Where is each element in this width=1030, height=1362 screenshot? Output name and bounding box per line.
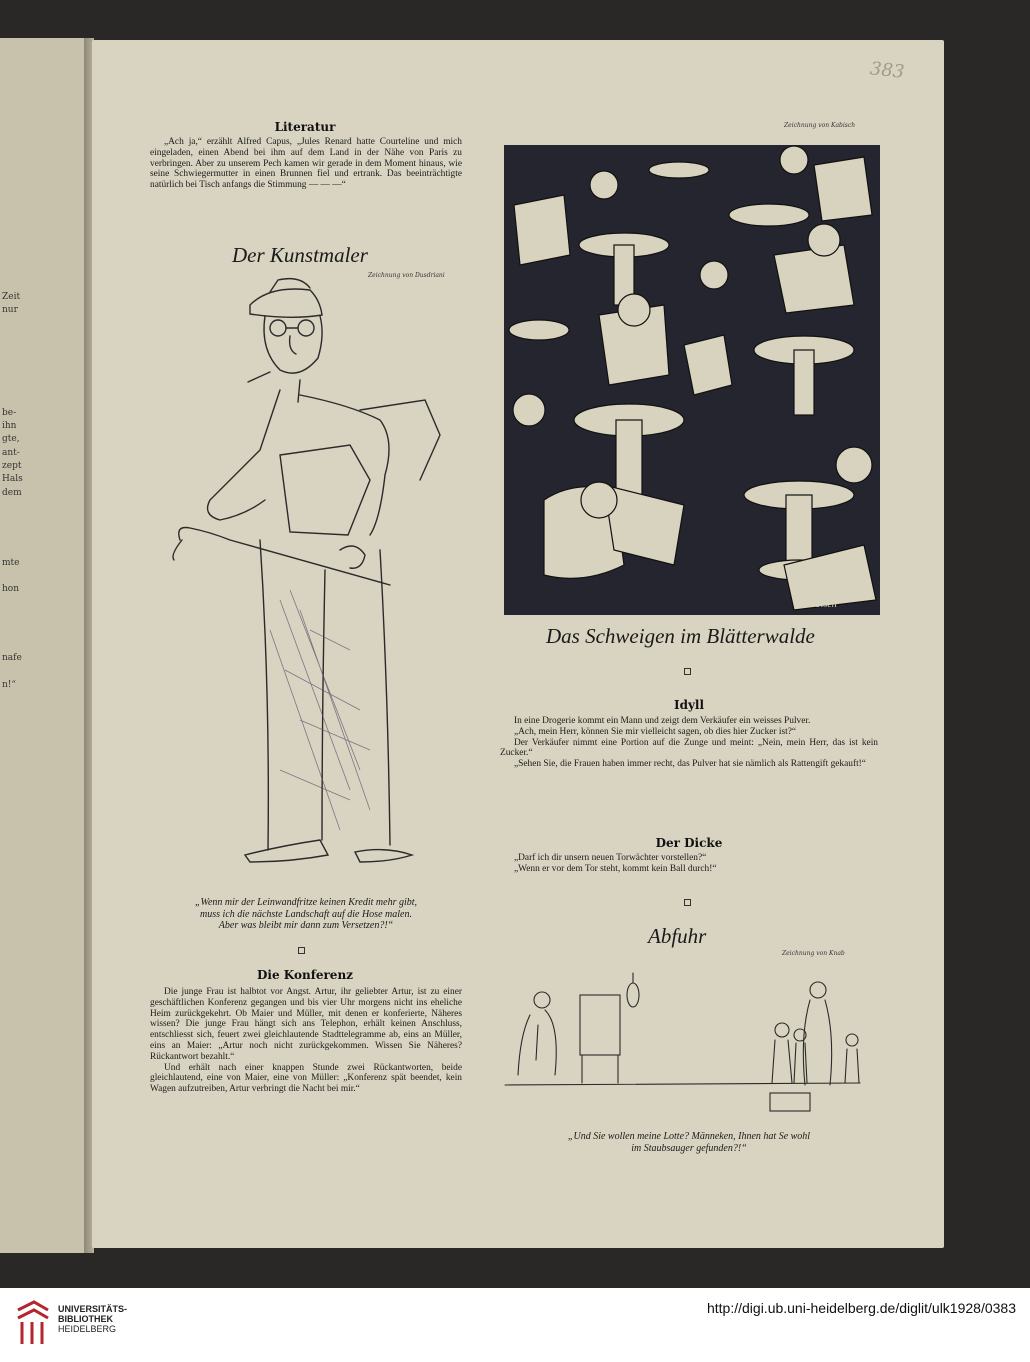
kunstmaler-illustration: [150, 270, 470, 875]
literatur-heading: Literatur: [274, 120, 336, 134]
library-name: [58, 1304, 127, 1334]
left-fragment-text: dem: [2, 488, 22, 498]
left-fragment-text: Hals: [2, 474, 23, 484]
abfuhr-caption: [500, 1131, 878, 1154]
konferenz-paragraph: Die junge Frau ist halbtot vor Angst. Artur, ihr geliebter Artur, ist zu einer geschäftlichen Konferenz gegangen und bis vier Uhr morgens nicht ins eheliche Heim zurückgekehrt. Ob Maier und Müller, mit denen er konferierte, Näheres wissen? Die junge Frau hängt sich ans Telephon, erhält keinen Anschluss, entschliesst sich, feuert zwei gleichlautende Stadttelegramme ab, eins an Müller, eins an Maier: „Artur noch nicht zurückgekommen. Wissen Sie Näheres? Rückantwort bezahlt.“: [150, 987, 462, 1062]
literatur-text: [150, 137, 462, 191]
kunstmaler-credit: Zeichnung von Dusdriani: [368, 272, 445, 279]
idyll-paragraph: „Ach, mein Herr, können Sie mir vielleicht sagen, ob dies hier Zucker ist?“: [514, 726, 797, 737]
abfuhr-credit: Zeichnung von Knab: [782, 950, 845, 957]
left-fragment-text: ihn: [2, 421, 17, 431]
schweigen-title: Das Schweigen im Blätterwalde: [546, 624, 815, 648]
konferenz-text: [150, 987, 462, 1095]
page-number: 383: [868, 58, 906, 83]
document-url-link[interactable]: http://digi.ub.uni-heidelberg.de/diglit/ulk1928/0383: [706, 1300, 1016, 1316]
konferenz-heading: Die Konferenz: [257, 968, 353, 982]
library-name-line: HEIDELBERG: [58, 1324, 117, 1334]
idyll-paragraph: In eine Drogerie kommt ein Mann und zeigt dem Verkäufer ein weisses Pulver.: [514, 716, 811, 726]
konferenz-paragraph: Und erhält nach einer knappen Stunde zwei Rückantworten, beide gleichlautend, eine von Maier, eine von Müller: „Konferenz spät beendet, kein Wagen aufzutreiben, Artur verbringt die Nacht bei mir.“: [150, 1062, 462, 1095]
idyll-heading: Idyll: [673, 698, 705, 712]
cartoon-signature: Käbisch: [804, 599, 837, 610]
abfuhr-title: Abfuhr: [648, 924, 707, 948]
left-page-fragment: [0, 38, 86, 1253]
schweigen-credit: Zeichnung von Kabisch: [784, 122, 856, 129]
cafe-illustration: [504, 145, 880, 615]
left-fragment-text: be-: [2, 408, 17, 418]
left-fragment-text: ant-: [2, 448, 20, 458]
dicke-heading: Der Dicke: [655, 836, 723, 850]
left-fragment-text: Zeit: [2, 292, 21, 302]
idyll-paragraph: Der Verkäufer nimmt eine Portion auf die Zunge und meint: „Nein, mein Herr, das ist kein Zucker.“: [500, 737, 878, 759]
idyll-text: [500, 716, 878, 770]
left-fragment-text: nur: [2, 305, 18, 315]
section-divider: [684, 899, 691, 906]
section-divider: [298, 947, 305, 954]
kunstmaler-title: Der Kunstmaler: [232, 243, 368, 267]
library-name-line: UNIVERSITÄTS-: [58, 1304, 128, 1314]
kunstmaler-caption-line: „Wenn mir der Leinwandfritze keinen Kredit mehr gibt,: [194, 897, 418, 908]
schweigen-cartoon: [504, 145, 880, 615]
dicke-text: [514, 853, 874, 875]
idyll-paragraph: „Sehen Sie, die Frauen haben immer recht, das Pulver hat sie nämlich als Rattengift gekauft!“: [514, 759, 866, 770]
kunstmaler-caption-line: muss ich die nächste Landschaft auf die Hose malen.: [200, 908, 412, 920]
literatur-paragraph: „Ach ja,“ erzählt Alfred Capus, „Jules Renard hatte Courteline und mich eingeladen, einen Abend bei ihm auf dem Land in der Nähe von Paris zu verbringen. Aber zu unserem Pech kamen wir gerade in dem Moment hinaus, wie seine Schwiegermutter in einen Brunnen fiel und ertrank. Das beeinträchtigte natürlich bei Tisch anfangs die Stimmung — — —“: [150, 137, 462, 191]
abfuhr-caption-line: im Staubsauger gefunden?!“: [631, 1142, 747, 1154]
left-fragment-text: n!“: [2, 680, 17, 690]
abfuhr-illustration: [500, 965, 880, 1125]
left-fragment-text: hon: [2, 584, 20, 594]
left-fragment-text: gte,: [2, 434, 20, 444]
dicke-line: „Wenn er vor dem Tor steht, kommt kein Ball durch!“: [514, 863, 717, 874]
abfuhr-caption-line: „Und Sie wollen meine Lotte? Männeken, Ihnen hat Se wohl: [567, 1131, 811, 1142]
left-fragment-text: mte: [2, 558, 20, 568]
library-name-line: BIBLIOTHEK: [58, 1314, 113, 1324]
left-fragment-text: zept: [2, 461, 22, 471]
section-divider: [684, 668, 691, 675]
dicke-line: „Darf ich dir unsern neuen Torwächter vorstellen?“: [514, 853, 707, 863]
kunstmaler-caption: [150, 897, 462, 932]
left-fragment-text: nafe: [2, 653, 22, 663]
kunstmaler-caption-line: Aber was bleibt mir dann zum Versetzen?!“: [218, 920, 394, 931]
library-logo-icon: [12, 1300, 52, 1348]
